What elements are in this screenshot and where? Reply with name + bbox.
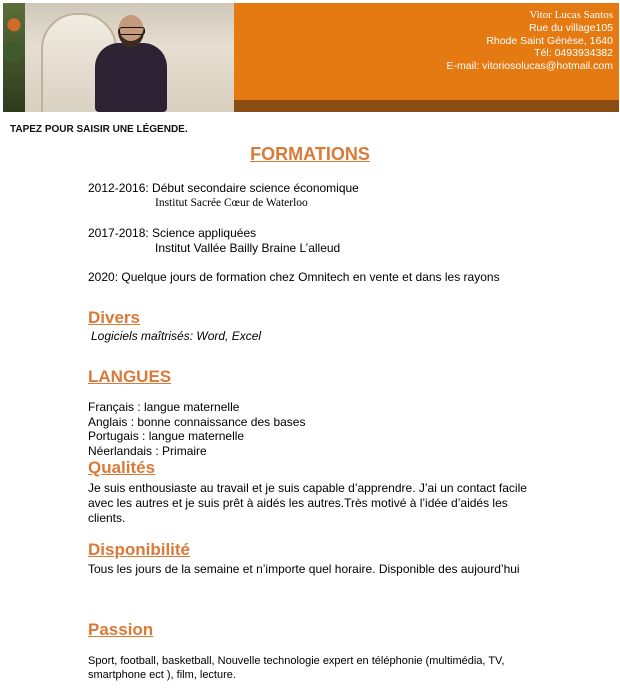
header-banner <box>234 3 619 100</box>
langues-list <box>88 400 305 458</box>
plant-decoration <box>3 3 25 112</box>
disponibilite-text: Tous les jours de la semaine et n’importe quel horaire. Disponible des aujourd’hui <box>88 562 520 576</box>
formation-line: 2017-2018: Science appliquées <box>88 226 257 240</box>
langue-item: Portugais : langue maternelle <box>88 429 245 443</box>
formation-line: 2012-2016: Début secondaire science économique <box>88 181 359 195</box>
contact-email: E-mail: vitoriosolucas@hotmail.com <box>446 60 613 73</box>
passion-heading: Passion <box>88 620 154 639</box>
header-banner-stripe <box>234 100 619 112</box>
formations-heading: FORMATIONS <box>250 144 370 164</box>
contact-address: Rue du village105 <box>528 21 613 34</box>
contact-city: Rhode Saint Génèse, 1640 <box>486 34 613 47</box>
person-body <box>95 43 167 112</box>
image-caption[interactable]: TAPEZ POUR SAISIR UNE LÉGENDE. <box>10 124 188 135</box>
person-figure <box>91 15 171 112</box>
qualites-text: Je suis enthousiaste au travail et je suis capable d’apprendre. J’ai un contact facile avec les autres et je suis prêt à aidés les autres.Très motivé à l’idée d’aidés les clients. <box>88 481 527 525</box>
langues-heading: LANGUES <box>88 367 172 386</box>
langue-item: Néerlandais : Primaire <box>88 443 207 458</box>
formation-item <box>88 270 500 285</box>
profile-photo <box>3 3 234 112</box>
formation-item <box>88 226 340 255</box>
formation-school: Institut Vallée Bailly Braine L’alleud <box>155 240 341 255</box>
contact-phone: Tél: 0493934382 <box>534 47 613 60</box>
divers-text: Logiciels maîtrisés: Word, Excel <box>91 329 262 343</box>
disponibilite-heading: Disponibilité <box>88 540 190 559</box>
contact-block <box>447 9 613 73</box>
qualites-heading: Qualités <box>88 458 156 477</box>
langue-item: Anglais : bonne connaissance des bases <box>88 414 306 429</box>
divers-heading: Divers <box>88 308 140 327</box>
formation-line: 2020: Quelque jours de formation chez Omnitech en vente et dans les rayons <box>88 270 500 284</box>
formation-school: Institut Sacrée Cœur de Waterloo <box>155 196 308 209</box>
passion-text: Sport, football, basketball, Nouvelle technologie expert en téléphonie (multimédia, TV, smartphone ect ), film, lecture. <box>88 655 505 681</box>
langue-item: Français : langue maternelle <box>88 400 240 414</box>
glasses-icon <box>119 27 145 35</box>
contact-name: Vitor Lucas Santos <box>529 9 613 21</box>
formation-item <box>88 181 359 210</box>
